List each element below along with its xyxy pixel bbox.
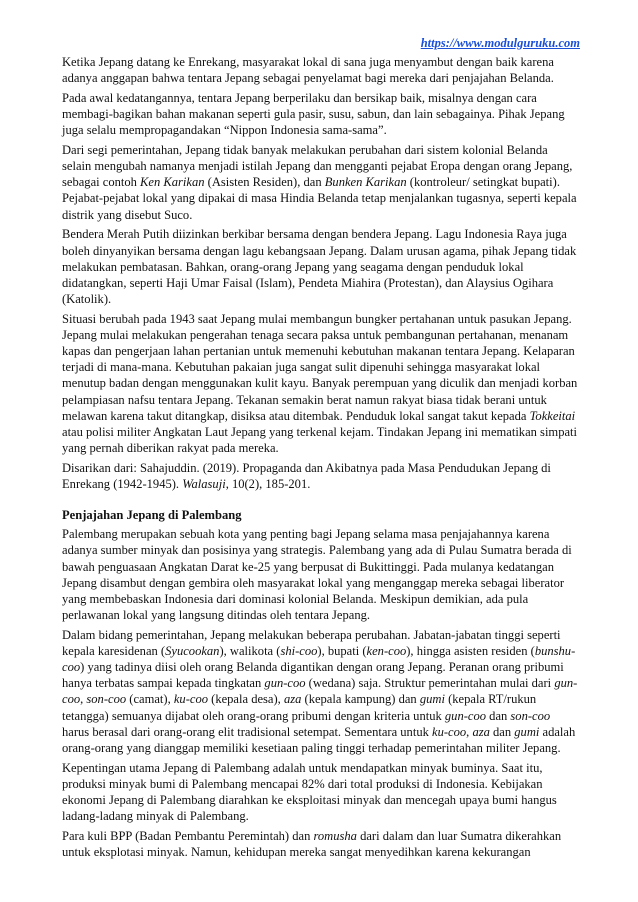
text-run: ) yang tadinya diisi oleh orang Belanda digantikan dengan orang Jepang. Peranan orang pribumi hanya terbatas sampai kepada tingkatan bbox=[62, 660, 564, 691]
paragraph bbox=[62, 311, 580, 456]
italic-term: Tokkeitai bbox=[529, 408, 576, 423]
italic-term: aza bbox=[472, 724, 490, 739]
text-run: Disarikan dari: Sahajuddin. (2019). Propaganda dan Akibatnya pada Masa Pendudukan Jepang di Enrekang (1942-1945). bbox=[62, 460, 551, 491]
text-run: ), hingga asisten residen ( bbox=[406, 643, 535, 658]
text-run: Palembang merupakan sebuah kota yang penting bagi Jepang selama masa penjajahannya karena adanya sumber minyak dan posisinya yang strategis. Palembang yang ada di Pulau Sumatra berada di bawah penguasaan Angkatan Darat ke-25 yang berpusat di Bukittinggi. Pada mulanya kedatangan Jepang disambut dengan gembira oleh masyarakat lokal yang menganggap mereka sebagai liberator yang membebaskan Indonesia dari dominasi kolonial Belanda. Meskipun demikian, ada pula perlawanan lokal yang langsung ditindas oleh tentara Jepang. bbox=[62, 527, 572, 622]
italic-term: Ken Karikan bbox=[140, 175, 205, 190]
text-run: (kepala RT/rukun tetangga) semuanya dijabat oleh orang-orang pribumi dengan kriteria untuk bbox=[62, 692, 537, 723]
paragraph bbox=[62, 460, 580, 492]
italic-term: Bunken Karikan bbox=[324, 175, 407, 190]
palembang-section bbox=[62, 526, 580, 860]
text-run: Dalam bidang pemerintahan, Jepang melakukan beberapa perubahan. Jabatan-jabatan tinggi seperti kepala karesidenan ( bbox=[62, 627, 561, 658]
paragraph bbox=[62, 226, 580, 307]
text-run: ), walikota ( bbox=[219, 643, 281, 658]
italic-term: ku-coo bbox=[173, 692, 208, 707]
italic-term: gumi bbox=[514, 724, 540, 739]
text-run: (camat), bbox=[126, 692, 174, 707]
text-run: Ketika Jepang datang ke Enrekang, masyarakat lokal di sana juga menyambut dengan baik karena adanya anggapan bahwa tentara Jepang sebagai penyelamat bagi mereka dari penjajahan Belanda. bbox=[62, 55, 554, 86]
text-run: Para kuli BPP (Badan Pembantu Peremintah) dan bbox=[62, 828, 314, 843]
italic-term: bunshu-coo bbox=[62, 643, 576, 675]
paragraph bbox=[62, 627, 580, 756]
document-body bbox=[62, 54, 580, 864]
italic-term: son-coo bbox=[510, 708, 551, 723]
text-run: (wedana) saja. Struktur pemerintahan mulai dari bbox=[305, 676, 555, 691]
header-url-link[interactable]: https://www.modulguruku.com bbox=[420, 36, 580, 50]
text-run: (kontroleur/ setingkat bupati). Pejabat-pejabat lokal yang dipakai di masa Hindia Belanda tetap menjalankan tugasnya, seperti kepala distrik yang disebut Suco. bbox=[62, 175, 577, 222]
text-run: (Asisten Residen), dan bbox=[204, 175, 325, 190]
paragraph bbox=[62, 90, 580, 138]
text-run: , bbox=[80, 692, 87, 707]
text-run: (kepala desa), bbox=[208, 692, 284, 707]
text-run: adalah orang-orang yang dianggap memiliki kesetiaan paling tinggi terhadap pemerintahan militer Jepang. bbox=[62, 724, 576, 755]
text-run: dan bbox=[486, 708, 511, 723]
italic-term: gun-coo bbox=[62, 676, 578, 707]
italic-term: Syucookan bbox=[165, 643, 220, 658]
text-run: Situasi berubah pada 1943 saat Jepang mulai membangun bungker pertahanan untuk pasukan Jepang. Jepang mulai melakukan pengerahan tenaga secara paksa untuk pembangunan pertahanan, menanam kapas dan pengerjaan lahan pertanian untuk memenuhi kebutuhan makanan tentara Jepang. Kelaparan terjadi di mana-mana. Kebutuhan pakaian juga sangat sulit dipenuhi sehingga masyarakat lokal menutup badan dengan menggunakan kulit kayu. Banyak perempuan yang diculik dan menjadi korban pelampiasan nafsu tentara Jepang. Tekanan semakin berat namun rakyat biasa tidak berani untuk melawan karena takut ditangkap, disiksa atau ditembak. Penduduk lokal sangat takut kepada bbox=[62, 311, 578, 423]
italic-term: Walasuji bbox=[182, 476, 226, 491]
italic-term: gun-coo bbox=[444, 708, 487, 723]
text-run: harus berasal dari orang-orang elit tradisional setempat. Sementara untuk bbox=[62, 724, 433, 739]
paragraph bbox=[62, 526, 580, 623]
italic-term: romusha bbox=[313, 828, 357, 843]
enrekang-section bbox=[62, 54, 580, 492]
italic-term: gun-coo bbox=[264, 676, 306, 691]
text-run: Bendera Merah Putih diizinkan berkibar bersama dengan bendera Jepang. Lagu Indonesia Raya juga boleh dinyanyikan bersama dengan lagu kebangsaan Jepang. Dalam urusan agama, pihak Jepang tidak melakukan pembatasan. Bahkan, orang-orang Jepang yang seagama dengan penduduk lokal didatangkan, seperti Haji Umar Faisal (Islam), Pendeta Miahira (Protestan), dan Alaysius Ogihara (Katolik). bbox=[62, 227, 577, 306]
text-run: dari dalam dan luar Sumatra dikerahkan untuk eksplotasi minyak. Namun, kehidupan mereka sangat menyedihkan karena kekurangan bbox=[62, 828, 562, 859]
italic-term: shi-coo bbox=[280, 643, 318, 658]
italic-term: son-coo bbox=[86, 692, 127, 707]
italic-term: ken-coo bbox=[366, 643, 407, 658]
paragraph bbox=[62, 54, 580, 86]
paragraph bbox=[62, 828, 580, 860]
text-run: ), bupati ( bbox=[317, 643, 367, 658]
text-run: Pada awal kedatangannya, tentara Jepang berperilaku dan bersikap baik, misalnya dengan cara membagi-bagikan bahan makanan seperti gula pasir, susu, sabun, dan lain sebagainya. Pihak Jepang juga selalu mempropagandakan “Nippon Indonesia sama-sama”. bbox=[62, 90, 565, 138]
italic-term: gumi bbox=[419, 692, 445, 707]
text-run: Dari segi pemerintahan, Jepang tidak banyak melakukan perubahan dari sistem kolonial Belanda selain mengubah namanya menjadi istilah Jepang dan mengganti pejabat Eropa dengan orang Jepang, sebagai contoh bbox=[62, 142, 573, 190]
paragraph bbox=[62, 760, 580, 825]
text-run: , 10(2), 185-201. bbox=[225, 476, 311, 491]
section-heading: Penjajahan Jepang di Palembang bbox=[62, 508, 242, 523]
text-run: , bbox=[466, 724, 473, 739]
italic-term: ku-coo bbox=[432, 724, 467, 739]
text-run: atau polisi militer Angkatan Laut Jepang yang terkenal kejam. Tindakan Jepang ini mematikan simpati yang pernah diberikan rakyat pada mereka. bbox=[62, 424, 578, 455]
paragraph bbox=[62, 142, 580, 223]
text-run: Kepentingan utama Jepang di Palembang adalah untuk mendapatkan minyak buminya. Saat itu, produksi minyak bumi di Palembang mencapai 82% dari total produksi di Indonesia. Kebijakan ekonomi Jepang di Palembang diarahkan ke eksploitasi minyak dan mencegah upaya bumi hangus ladang-ladang minyak di Palembang. bbox=[62, 760, 557, 824]
text-run: dan bbox=[489, 724, 515, 739]
text-run: (kepala kampung) dan bbox=[301, 692, 420, 707]
italic-term: aza bbox=[283, 692, 302, 707]
